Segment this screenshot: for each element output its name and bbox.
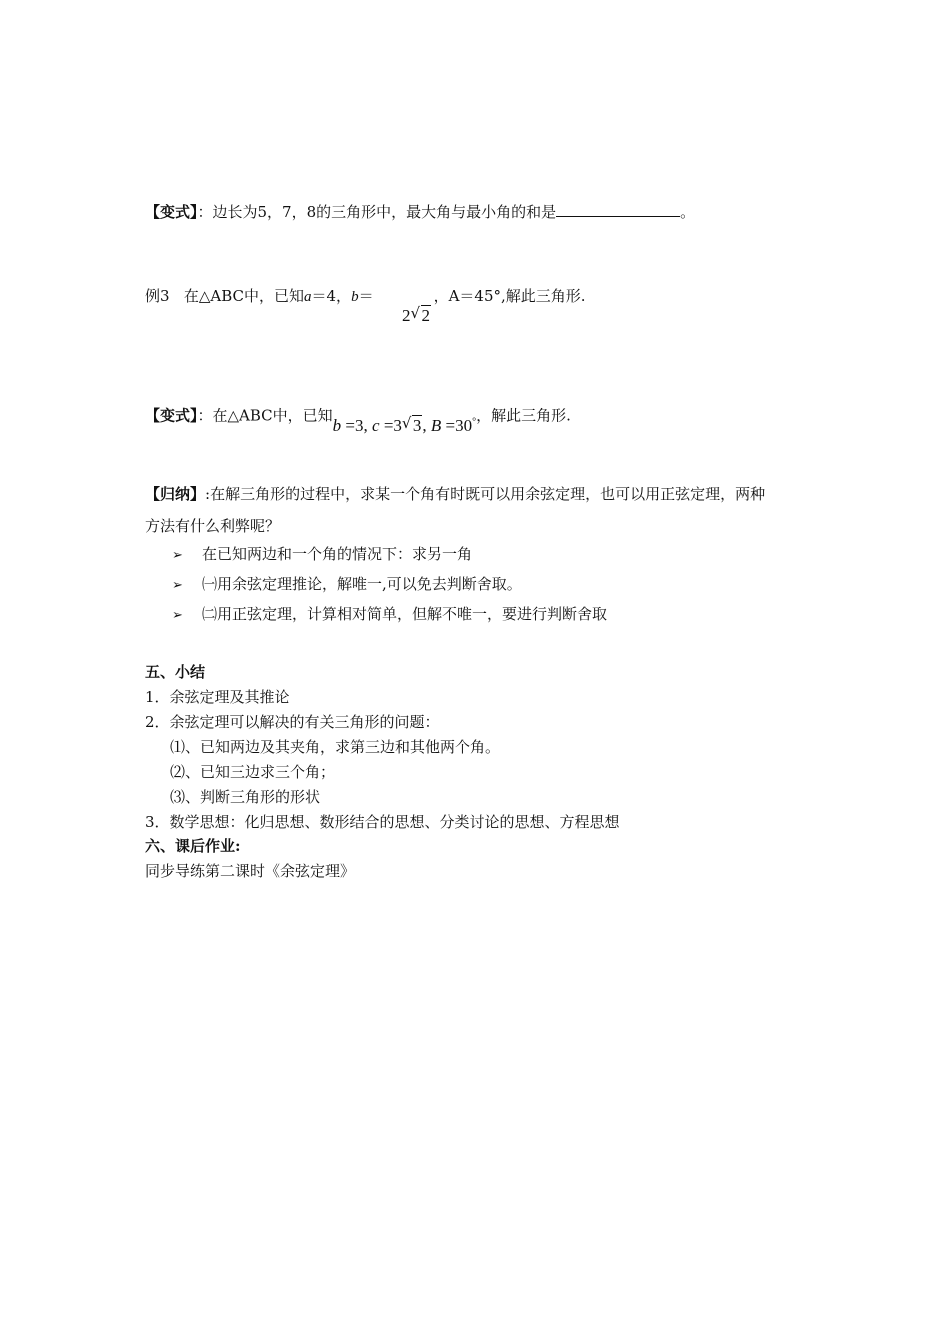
induction-line-1 (145, 484, 765, 504)
variant-2-text-b: ，解此三角形. (476, 406, 571, 425)
eq-B-value: =30 (441, 415, 473, 435)
eq-c: c (372, 415, 380, 435)
variant-2-text-a: ：在△ABC中，已知 (197, 406, 333, 425)
example-3-text-a: 在△ABC中，已知 (183, 287, 305, 305)
homework-text: 同步导练第二课时《余弦定理》 (145, 862, 356, 880)
induction-tag: 【归纳】 (145, 485, 206, 503)
sqrt-symbol: √ 2 (410, 304, 430, 325)
variant-1-text: ：边长为5，7，8的三角形中，最大角与最小角的和是 (197, 203, 557, 221)
a-value: ＝4， (311, 287, 352, 305)
example-3 (145, 286, 586, 307)
eq-c-value: =3 (379, 415, 402, 435)
variant-2-equation: b =3, c =3 √ 3, B =30° (332, 413, 477, 435)
b-equals: ＝ (358, 287, 374, 305)
variant-1-end: 。 (680, 203, 696, 221)
section-6-heading: 六、课后作业: (145, 837, 241, 855)
arrow-bullet-icon: ➢ (172, 548, 183, 563)
answer-blank[interactable] (556, 202, 680, 217)
var-b: b (351, 289, 359, 305)
induction-line-2 (145, 516, 280, 536)
eq-sqrt: √ 3 (401, 413, 422, 435)
bullet-text: ㈡用正弦定理，计算相对简单，但解不唯一，要进行判断舍取 (202, 605, 608, 623)
eq-c-radicand: 3 (412, 415, 422, 435)
eq-B: B (430, 415, 442, 435)
section-5-heading: 五、小结 (145, 663, 206, 681)
arrow-bullet-icon: ➢ (172, 608, 183, 623)
example-3-label: 例3 (145, 287, 170, 305)
section-5-sub-3: ⑶、判断三角形的形状 (170, 788, 321, 806)
list-item (172, 544, 472, 566)
variant-1 (145, 202, 695, 222)
variant-2 (145, 402, 571, 435)
bullet-text: ㈠用余弦定理推论，解唯一,可以免去判断舍取。 (202, 575, 522, 593)
list-item (172, 574, 522, 596)
section-5-item-1: 1．余弦定理及其推论 (145, 688, 290, 706)
eq-b: b (332, 415, 342, 435)
degree-sign: ° (472, 416, 477, 427)
bullet-text: 在已知两边和一个角的情况下：求另一角 (202, 545, 473, 563)
b-coef: 2 (402, 306, 411, 325)
variant-1-tag: 【变式】 (145, 203, 198, 221)
section-5-item-3: 3．数学思想：化归思想、数形结合的思想、分类讨论的思想、方程思想 (145, 813, 620, 831)
eq-b-value: =3, (341, 415, 368, 435)
b-radicand: 2 (421, 306, 430, 325)
b-value-sqrt (402, 306, 431, 326)
variant-2-tag: 【变式】 (145, 406, 198, 425)
example-3-text-b: ，A＝45°,解此三角形. (433, 287, 586, 305)
list-item (172, 604, 607, 626)
arrow-bullet-icon: ➢ (172, 578, 183, 593)
var-a: a (304, 289, 312, 305)
induction-text-1: :在解三角形的过程中，求某一个角有时既可以用余弦定理，也可以用正弦定理，两种 (205, 485, 766, 503)
section-5-sub-1: ⑴、已知两边及其夹角，求第三边和其他两个角。 (170, 738, 501, 756)
section-5-sub-2: ⑵、已知三边求三个角； (170, 763, 336, 781)
induction-text-2: 方法有什么利弊呢？ (145, 517, 281, 535)
section-5-item-2: 2．余弦定理可以解决的有关三角形的问题： (145, 713, 440, 731)
